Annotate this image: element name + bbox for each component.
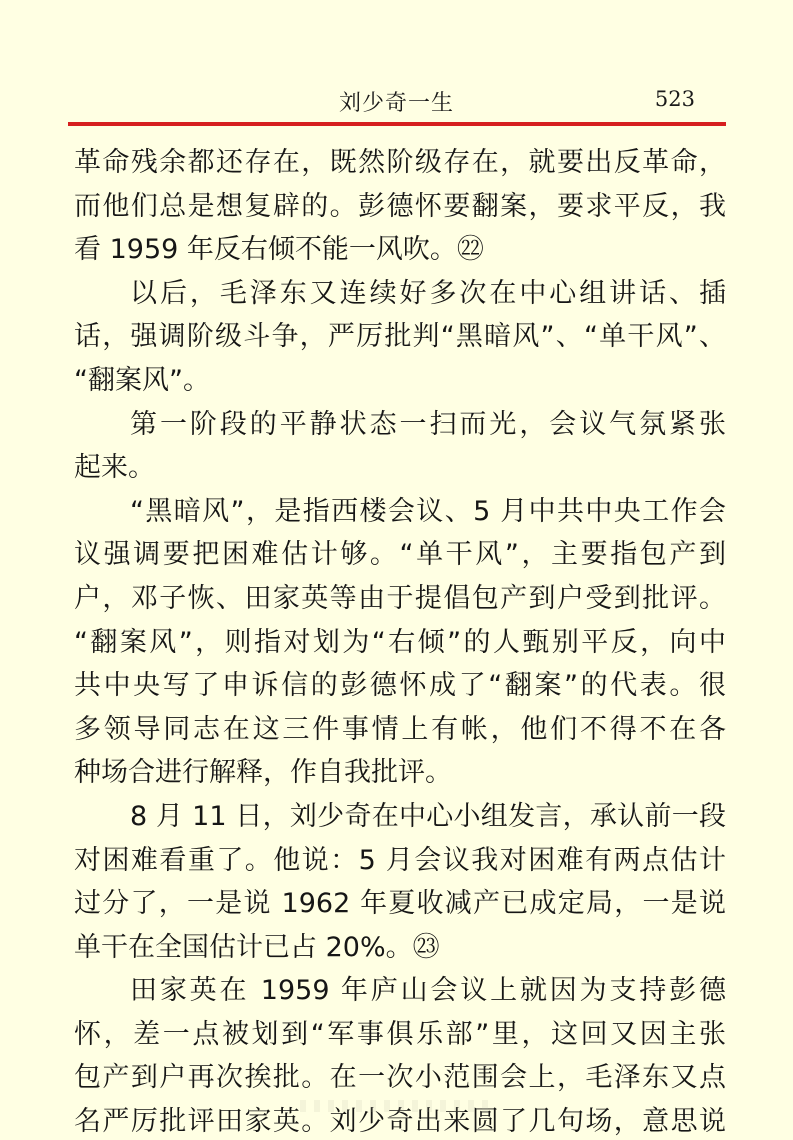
text-line: 对困难看重了。他说：5 月会议我对困难有两点估计 (74, 844, 726, 876)
text-line: 名严厉批评田家英。刘少奇出来圆了几句场，意思说 (74, 1106, 726, 1138)
paragraph (74, 969, 726, 1140)
text-line: “黑暗风”，是指西楼会议、5 月中共中央工作会 (130, 495, 726, 527)
running-head (0, 86, 793, 120)
scan-smudge (300, 1100, 490, 1112)
text-line: “翻案风”。 (74, 364, 210, 396)
text-line: 第一阶段的平静状态一扫而光，会议气氛紧张 (130, 408, 726, 440)
text-line: 革命残余都还存在，既然阶级存在，就要出反革命， (74, 147, 726, 178)
text-line: 以后，毛泽东又连续好多次在中心组讲话、插 (130, 277, 726, 309)
text-line: 怀，差一点被划到“军事俱乐部”里，这回又因主张 (74, 1018, 726, 1050)
text-line: 多领导同志在这三件事情上有帐，他们不得不在各 (74, 713, 726, 745)
book-title: 刘少奇一生 (338, 91, 454, 116)
paragraph (74, 141, 726, 272)
text-line: 种场合进行解释，作自我批评。 (74, 757, 452, 789)
text-line: 而他们总是想复辟的。彭德怀要翻案，要求平反，我 (74, 190, 726, 222)
header-rule (68, 122, 726, 126)
text-line: 8 月 11 日，刘少奇在中心小组发言，承认前一段 (130, 800, 726, 832)
text-line: 包产到户再次挨批。在一次小范围会上，毛泽东又点 (74, 1062, 726, 1094)
text-line: 起来。 (74, 452, 155, 484)
text-line: 看 1959 年反右倾不能一风吹。㉒ (74, 234, 484, 266)
page-number: 523 (654, 87, 695, 111)
text-line: 话，强调阶级斗争，严厉批判“黑暗风”、“单干风”、 (74, 321, 726, 353)
paragraph (74, 795, 726, 969)
paragraph (74, 272, 726, 403)
paragraph (74, 403, 726, 490)
text-line: 议强调要把困难估计够。“单干风”，主要指包产到 (74, 539, 726, 571)
text-line: 单干在全国估计已占 20%。㉓ (74, 931, 440, 963)
text-line: 户，邓子恢、田家英等由于提倡包产到户受到批评。 (74, 582, 726, 614)
body-text (74, 141, 726, 1140)
text-line: 共中央写了申诉信的彭德怀成了“翻案”的代表。很 (74, 670, 726, 702)
text-line: 田家英在 1959 年庐山会议上就因为支持彭德 (130, 975, 726, 1007)
paragraph (74, 490, 726, 795)
text-line: 过分了，一是说 1962 年夏收减产已成定局，一是说 (74, 888, 726, 920)
text-line: “翻案风”，则指对划为“右倾”的人甄别平反，向中 (74, 626, 726, 658)
